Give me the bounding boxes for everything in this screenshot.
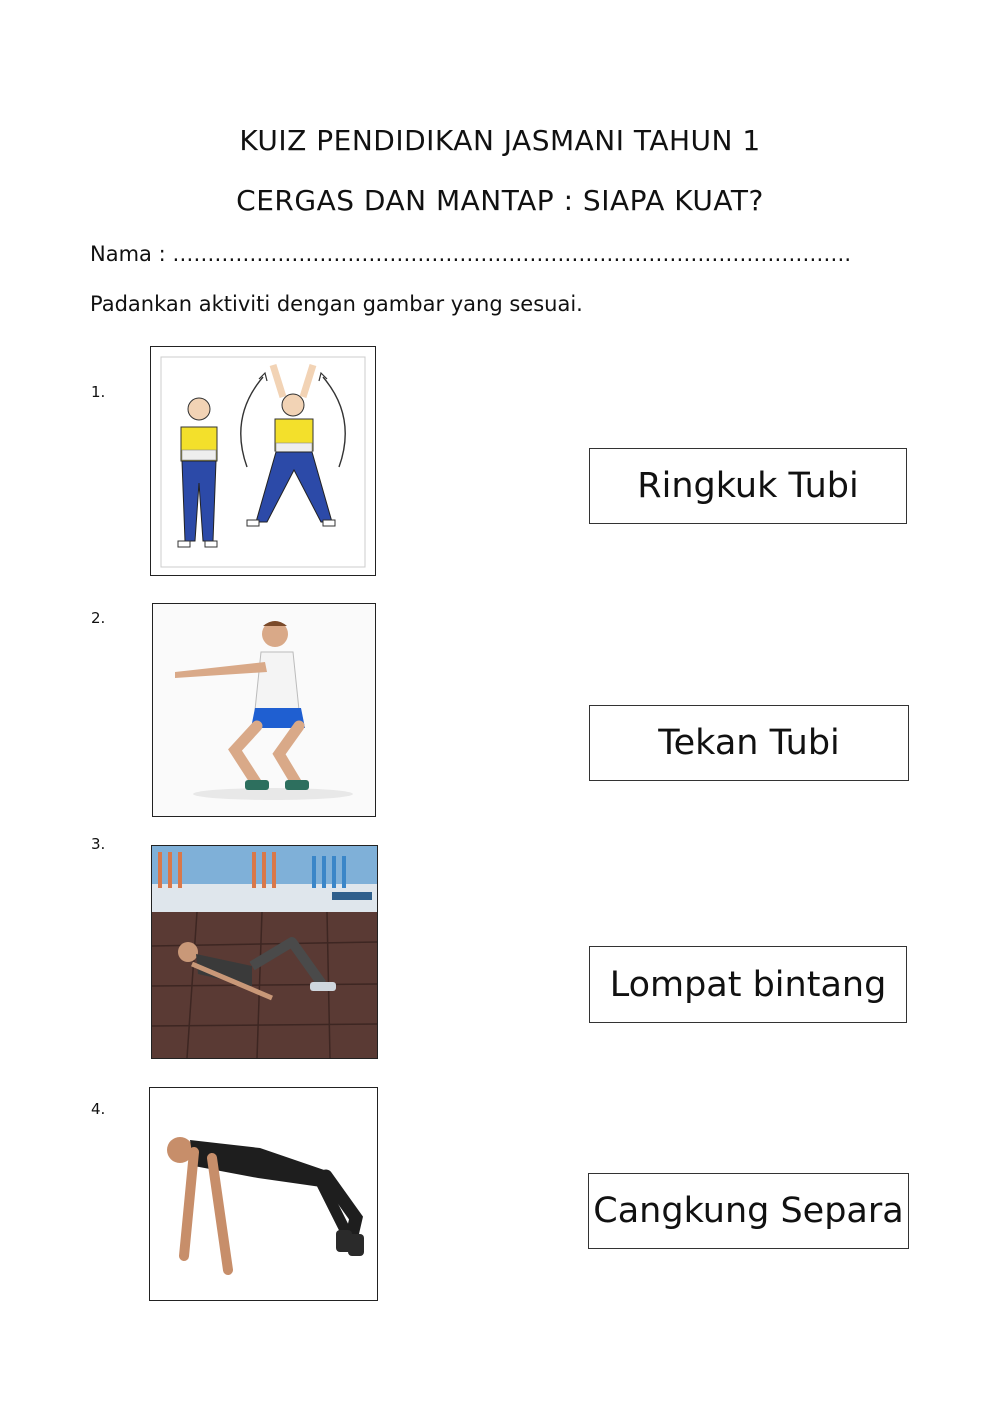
- instruction-text: Padankan aktiviti dengan gambar yang sesuai.: [90, 292, 583, 316]
- question-number-2: 2.: [91, 609, 106, 627]
- answer-label-3[interactable]: Lompat bintang: [589, 946, 907, 1023]
- jumping-jack-image[interactable]: [150, 346, 376, 576]
- sit-up-image[interactable]: [151, 845, 378, 1059]
- answer-label-2[interactable]: Tekan Tubi: [589, 705, 909, 781]
- quiz-title: KUIZ PENDIDIKAN JASMANI TAHUN 1: [239, 124, 761, 157]
- sit-up-photo: [152, 846, 377, 1058]
- squat-illustration: [153, 604, 375, 816]
- question-number-3: 3.: [91, 835, 106, 853]
- name-line[interactable]: Nama : …………………………………………………………………………………….: [90, 242, 852, 266]
- question-number-1: 1.: [91, 383, 106, 401]
- push-up-illustration: [150, 1088, 377, 1300]
- answer-label-1[interactable]: Ringkuk Tubi: [589, 448, 907, 524]
- answer-label-4[interactable]: Cangkung Separa: [588, 1173, 909, 1249]
- squat-image[interactable]: [152, 603, 376, 817]
- jumping-jack-illustration: [151, 347, 375, 575]
- push-up-image[interactable]: [149, 1087, 378, 1301]
- question-number-4: 4.: [91, 1100, 106, 1118]
- quiz-subtitle: CERGAS DAN MANTAP : SIAPA KUAT?: [236, 184, 764, 217]
